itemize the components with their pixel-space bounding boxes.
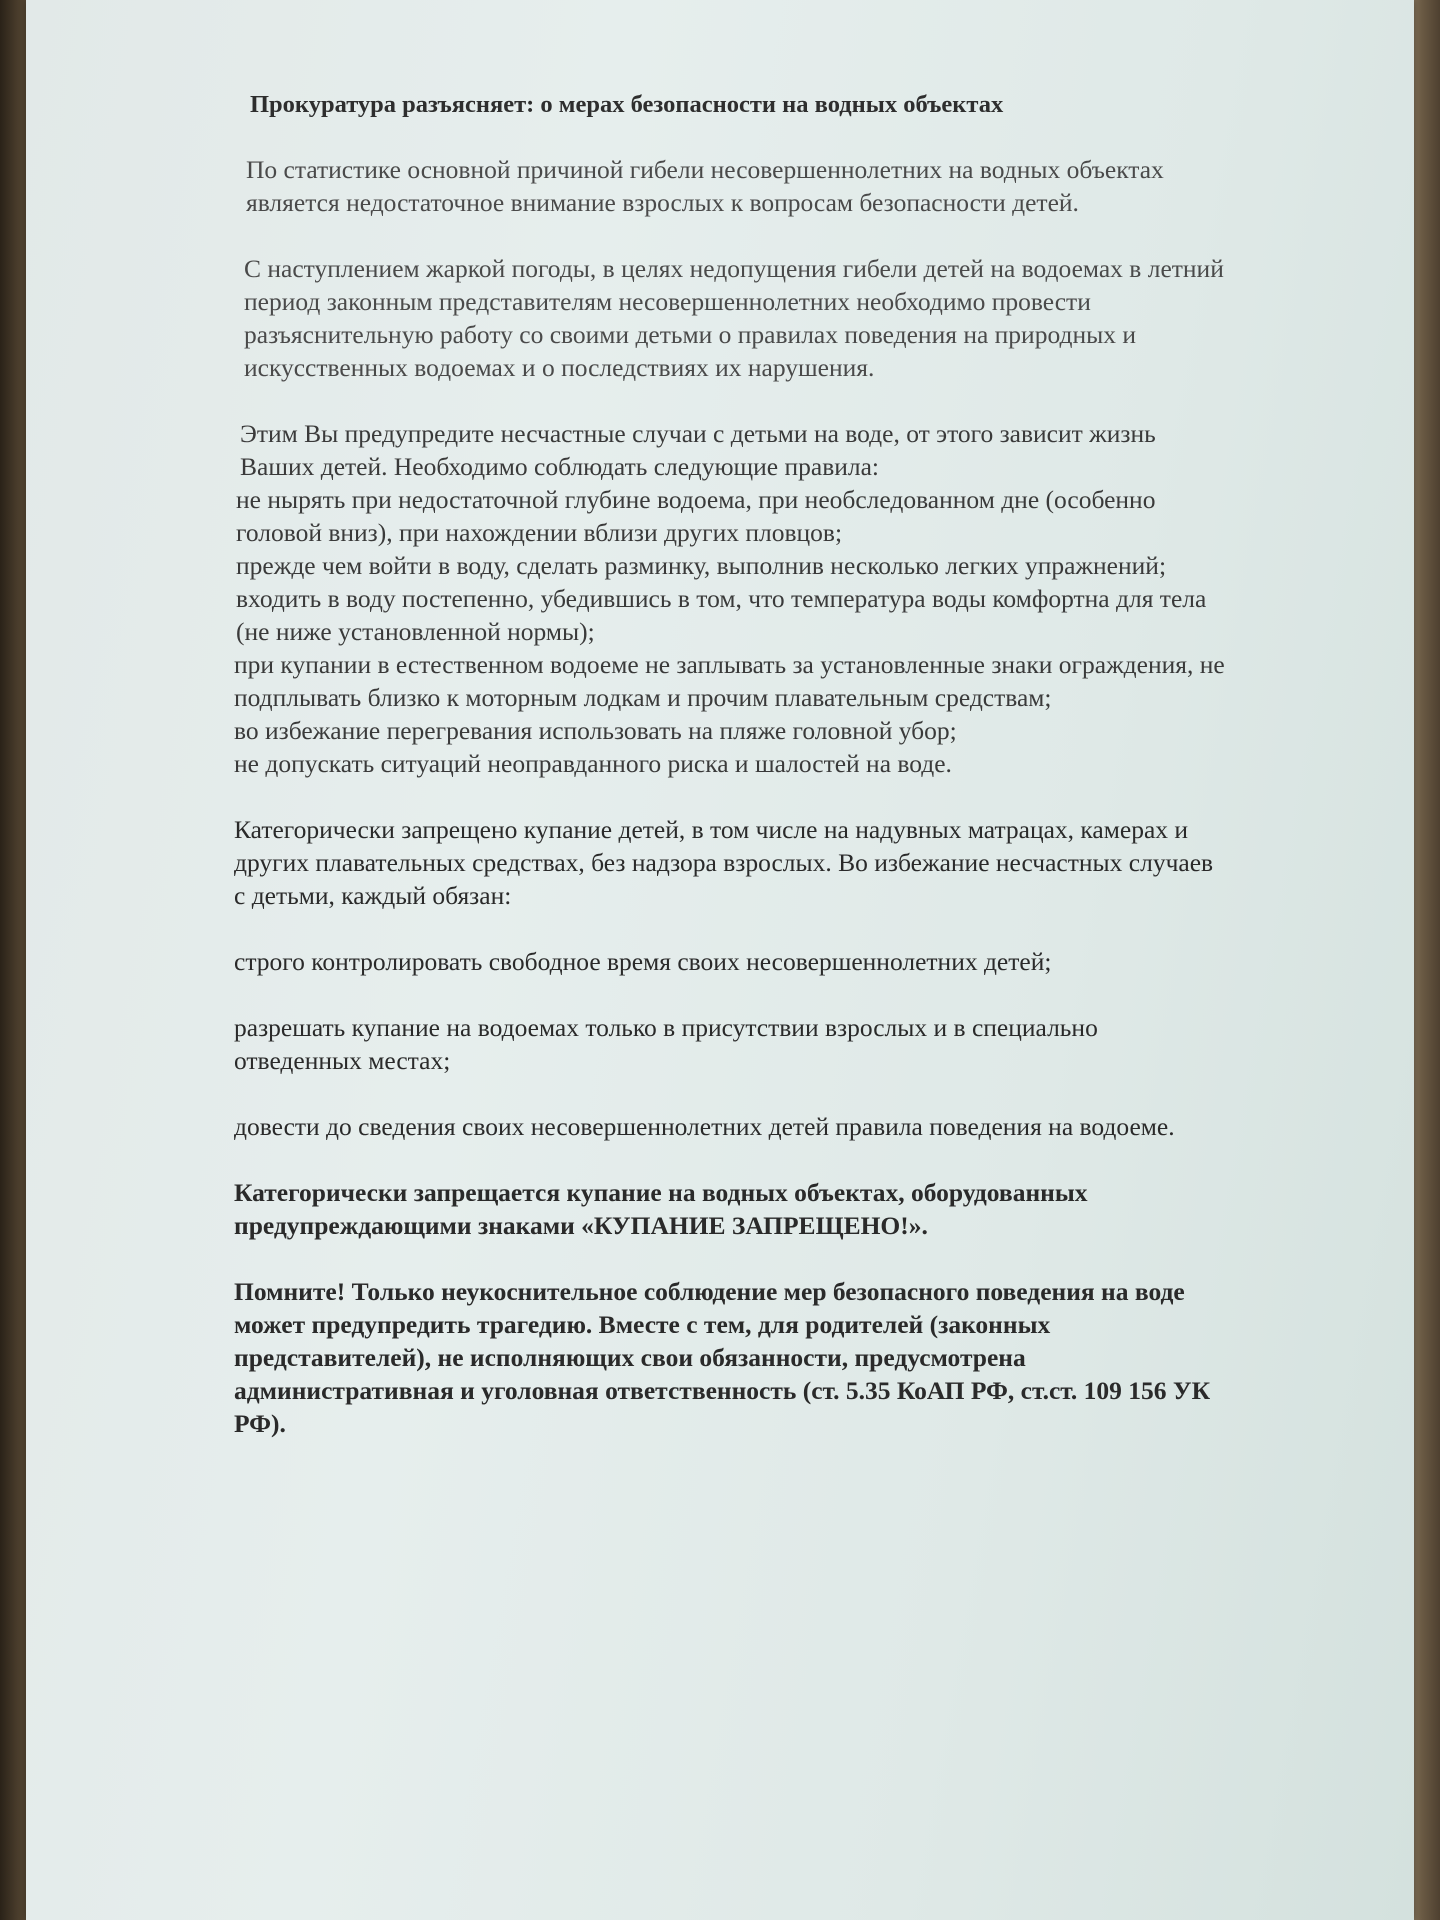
- text-line: По статистике основной причиной гибели несовершеннолетних на водных объектах: [246, 155, 1164, 184]
- rule-item: при купании в естественном водоеме не заплывать за установленные знаки ограждения, не: [234, 650, 1225, 679]
- text-line: разъяснительную работу со своими детьми о правилах поведения на природных и: [244, 320, 1136, 349]
- rule-item: подплывать близко к моторным лодкам и прочим плавательным средствам;: [234, 683, 1052, 712]
- text-line: искусственных водоемах и о последствиях их нарушения.: [244, 353, 875, 382]
- paragraph-warning-signs: [234, 1176, 1380, 1242]
- paragraph-prohibition: [234, 813, 1380, 912]
- rule-item: во избежание перегревания использовать на пляже головной убор;: [234, 716, 957, 745]
- text-line: с детьми, каждый обязан:: [234, 881, 512, 910]
- text-line: других плавательных средствах, без надзора взрослых. Во избежание несчастных случаев: [234, 848, 1214, 877]
- rule-item: не допускать ситуаций неоправданного риска и шалостей на воде.: [234, 749, 952, 778]
- text-line: может предупредить трагедию. Вместе с тем, для родителей (законных: [234, 1310, 1051, 1339]
- rule-item: не нырять при недостаточной глубине водоема, при необследованном дне (особенно: [236, 485, 1156, 514]
- text-line: С наступлением жаркой погоды, в целях недопущения гибели детей на водоемах в летний: [244, 254, 1224, 283]
- rule-item: (не ниже установленной нормы);: [236, 617, 595, 646]
- rule-item: входить в воду постепенно, убедившись в том, что температура воды комфортна для тела: [236, 584, 1207, 613]
- text-line: является недостаточное внимание взрослых к вопросам безопасности детей.: [246, 188, 1079, 217]
- text-line: Категорически запрещается купание на водных объектах, оборудованных: [234, 1178, 1088, 1207]
- text-line: представителей), не исполняющих свои обязанности, предусмотрена: [234, 1343, 1026, 1372]
- table-surface-right: [1410, 0, 1440, 1920]
- text-line: Этим Вы предупредите несчастные случаи с детьми на воде, от этого зависит жизнь: [240, 419, 1156, 448]
- rule-item: головой вниз), при нахождении вблизи других пловцов;: [236, 518, 843, 547]
- text-line: Помните! Только неукоснительное соблюдение мер безопасного поведения на воде: [234, 1277, 1185, 1306]
- text-line: период законным представителям несовершеннолетних необходимо провести: [244, 287, 1091, 316]
- text-line: довести до сведения своих несовершеннолетних детей правила поведения на водоеме.: [234, 1112, 1175, 1141]
- paragraph-hot-weather: [244, 252, 1380, 384]
- duty-item: [234, 1110, 1380, 1143]
- duty-item: [234, 1011, 1380, 1077]
- text-line: разрешать купание на водоемах только в присутствии взрослых и в специально: [234, 1013, 1098, 1042]
- paragraph-statistics: [246, 153, 1380, 219]
- rule-item: прежде чем войти в воду, сделать разминку, выполнив несколько легких упражнений;: [236, 551, 1167, 580]
- duty-item: [234, 945, 1380, 978]
- text-line: строго контролировать свободное время своих несовершеннолетних детей;: [234, 947, 1052, 976]
- text-line: административная и уголовная ответственность (ст. 5.35 КоАП РФ, ст.ст. 109 156 УК: [234, 1376, 1211, 1405]
- text-line: предупреждающими знаками «КУПАНИЕ ЗАПРЕЩЕНО!».: [234, 1211, 928, 1240]
- text-line: Ваших детей. Необходимо соблюдать следующие правила:: [240, 452, 880, 481]
- text-line: Категорически запрещено купание детей, в том числе на надувных матрацах, камерах и: [234, 815, 1189, 844]
- document-title: Прокуратура разъясняет: о мерах безопасности на водных объектах: [250, 91, 1004, 118]
- paragraph-responsibility: [234, 1275, 1380, 1440]
- document-body: [210, 88, 1380, 1473]
- text-line: отведенных местах;: [234, 1046, 451, 1075]
- text-line: РФ).: [234, 1409, 286, 1438]
- paper-sheet: [26, 0, 1414, 1920]
- paragraph-rules: [234, 417, 1380, 780]
